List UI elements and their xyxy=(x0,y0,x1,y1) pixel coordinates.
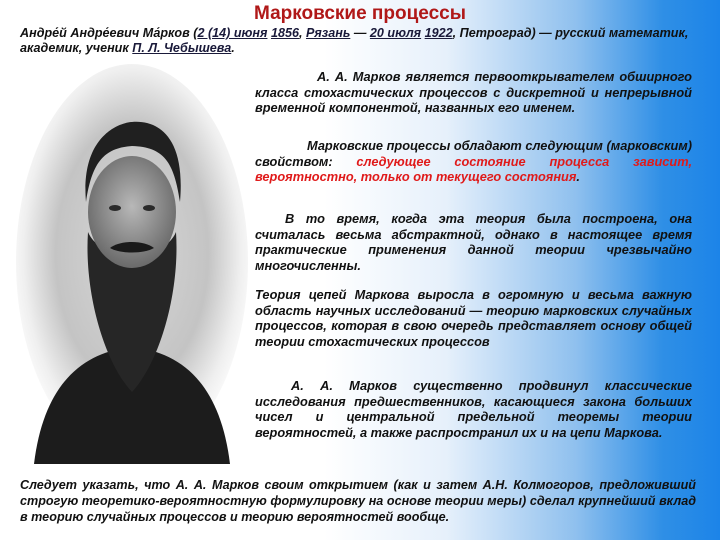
death-year-link[interactable]: 1922 xyxy=(424,26,453,40)
birth-date-link[interactable]: 2 (14) июня xyxy=(197,26,268,40)
paragraph-theory-growth: Теория цепей Маркова выросла в огромную и весьма важную область научных исследований — теорию марковских случайных процессов, которая в свою очередь представляет основу общей теории стохастических процессов xyxy=(255,287,692,349)
portrait-image xyxy=(14,62,250,464)
conclusion-text: Следует указать, что А. А. Марков своим открытием (как и затем А.Н. Колмогоров, предложивший строгую теоретико-вероятностную формулировку на основе теории меры) сделал крупнейший вклад в теорию случайных процессов и теорию вероятностей вообще. xyxy=(20,478,696,524)
markov-property-highlight: следующее состояние процесса зависит, вероятностно, только от текущего состояния xyxy=(255,153,692,185)
paragraph-contributions: А. А. Марков существенно продвинул классические исследования предшественников, касающиеся закона больших чисел и центральной предельной теоремы теории вероятностей, а также распространил их и на цепи Маркова. xyxy=(255,378,692,440)
teacher-link[interactable]: П. Л. Чебышева xyxy=(132,41,232,55)
person-name: Андре́й Андре́евич Ма́рков xyxy=(20,26,190,40)
paragraph-discovery: А. А. Марков является первооткрывателем обширного класса стохастических процессов с дискретной и непрерывной временной компонентой, названных его именем. xyxy=(255,69,692,116)
birth-year-link[interactable]: 1856 xyxy=(270,26,299,40)
birth-city-link[interactable]: Рязань xyxy=(305,26,351,40)
portrait-photo xyxy=(14,62,250,464)
intro-text: Андре́й Андре́евич Ма́рков (2 (14) июня 1856, Рязань — 20 июля 1922, Петроград) — русский математик, академик, ученик П. Л. Чебышева. xyxy=(20,26,689,55)
death-date-link[interactable]: 20 июля xyxy=(369,26,422,40)
page-title: Марковские процессы xyxy=(254,3,466,24)
paragraph-applications: В то время, когда эта теория была построена, она считалась весьма абстрактной, однако в настоящее время практические применения данной теории чрезвычайно многочисленны. xyxy=(255,211,692,273)
paragraph-markov-property: Марковские процессы обладают следующим (марковским) свойством: следующее состояние процесса зависит, вероятностно, только от текущего состояния. xyxy=(255,138,692,185)
